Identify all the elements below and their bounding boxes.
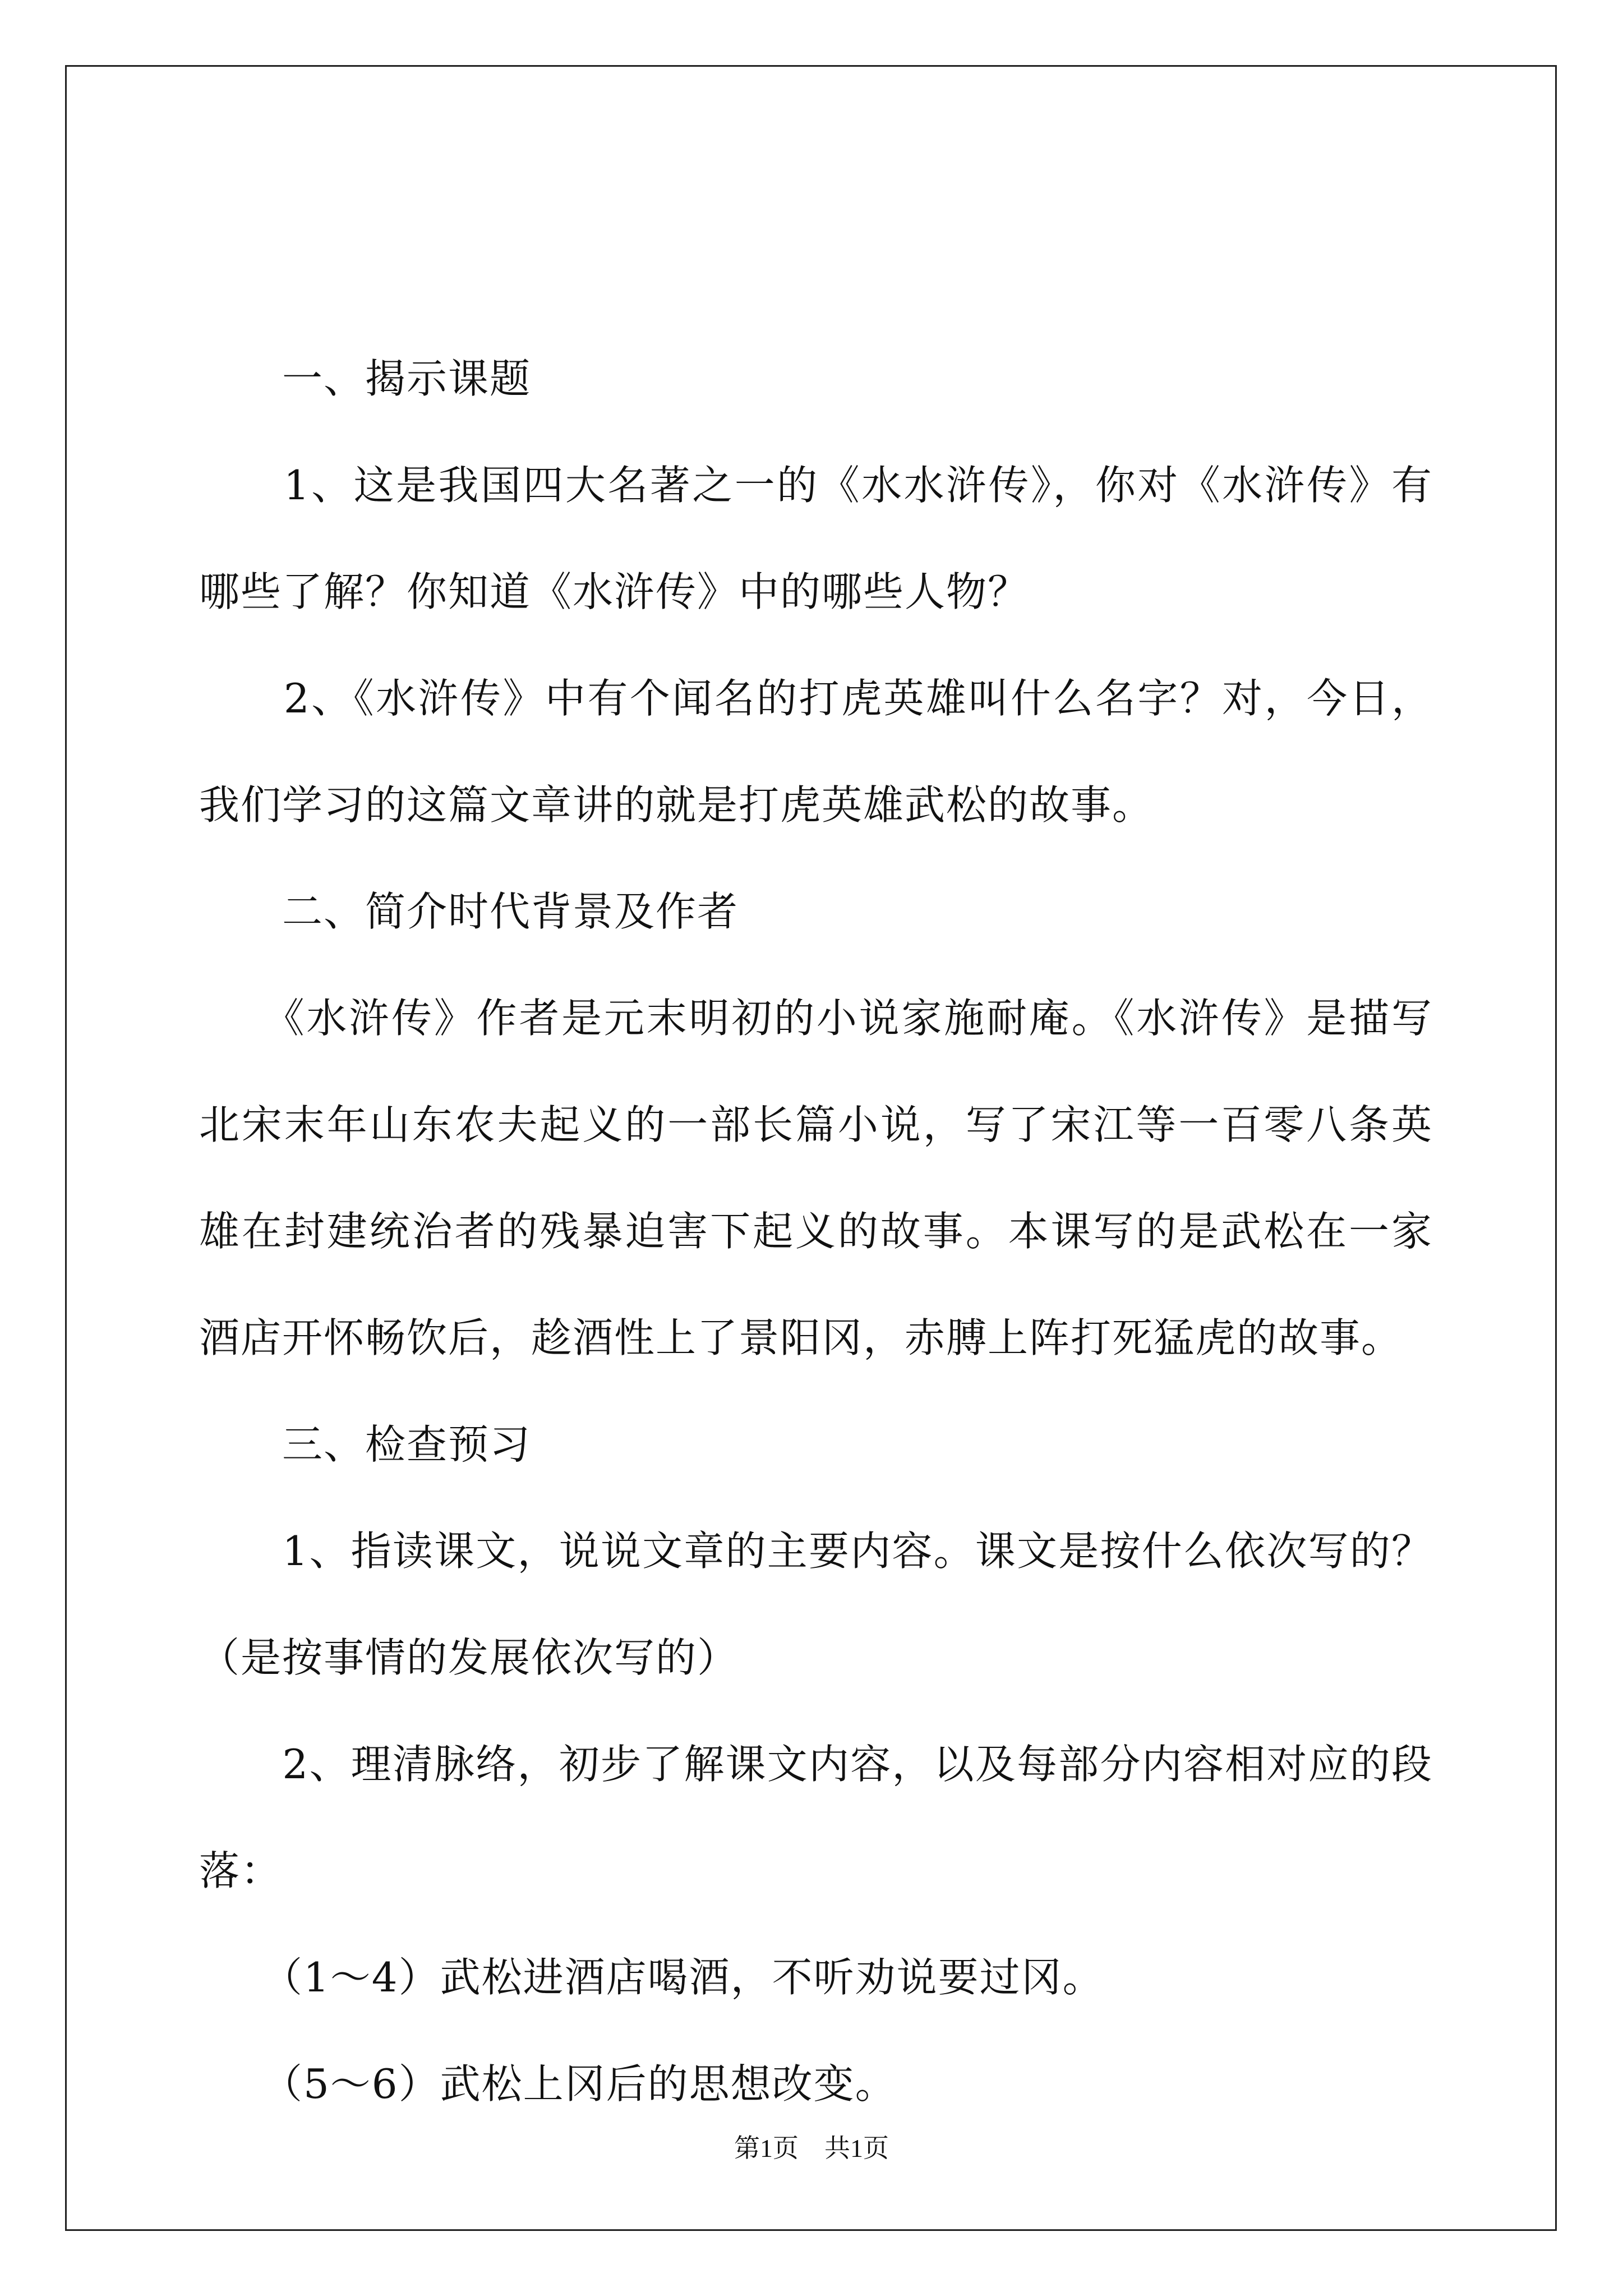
section-heading-3: 三、检查预习 [199,1421,532,1468]
section-heading-2: 二、简介时代背景及作者 [199,888,739,935]
paragraph-6: （1～4）武松进酒店喝酒，不听劝说要过冈。 [199,1954,1104,2001]
paragraph-5: 2、理清脉络，初步了解课文内容，以及每部分内容相对应的段落： [199,1741,1433,1894]
page-footer: 第1页 共1页 [734,2134,889,2162]
paragraph-1: 1、这是我国四大名著之一的《水水浒传》，你对《水浒传》有哪些了解？你知道《水浒传》中的哪些人物？ [199,462,1433,615]
section-heading-1: 一、揭示课题 [199,355,532,402]
paragraph-2: 2、《水浒传》中有个闻名的打虎英雄叫什么名字？对，今日，我们学习的这篇文章讲的就是打虎英雄武松的故事。 [199,675,1433,829]
paragraph-4: 1、指读课文，说说文章的主要内容。课文是按什么依次写的？（是按事情的发展依次写的） [199,1527,1433,1681]
paragraph-7: （5～6）武松上冈后的思想改变。 [199,2060,897,2108]
document-body [199,325,1433,2137]
paragraph-3: 《水浒传》作者是元末明初的小说家施耐庵。《水浒传》是描写北宋末年山东农夫起义的一部长篇小说，写了宋江等一百零八条英雄在封建统治者的残暴迫害下起义的故事。本课写的是武松在一家酒店开怀畅饮后，趁酒性上了景阳冈，赤膊上阵打死猛虎的故事。 [199,995,1433,1361]
